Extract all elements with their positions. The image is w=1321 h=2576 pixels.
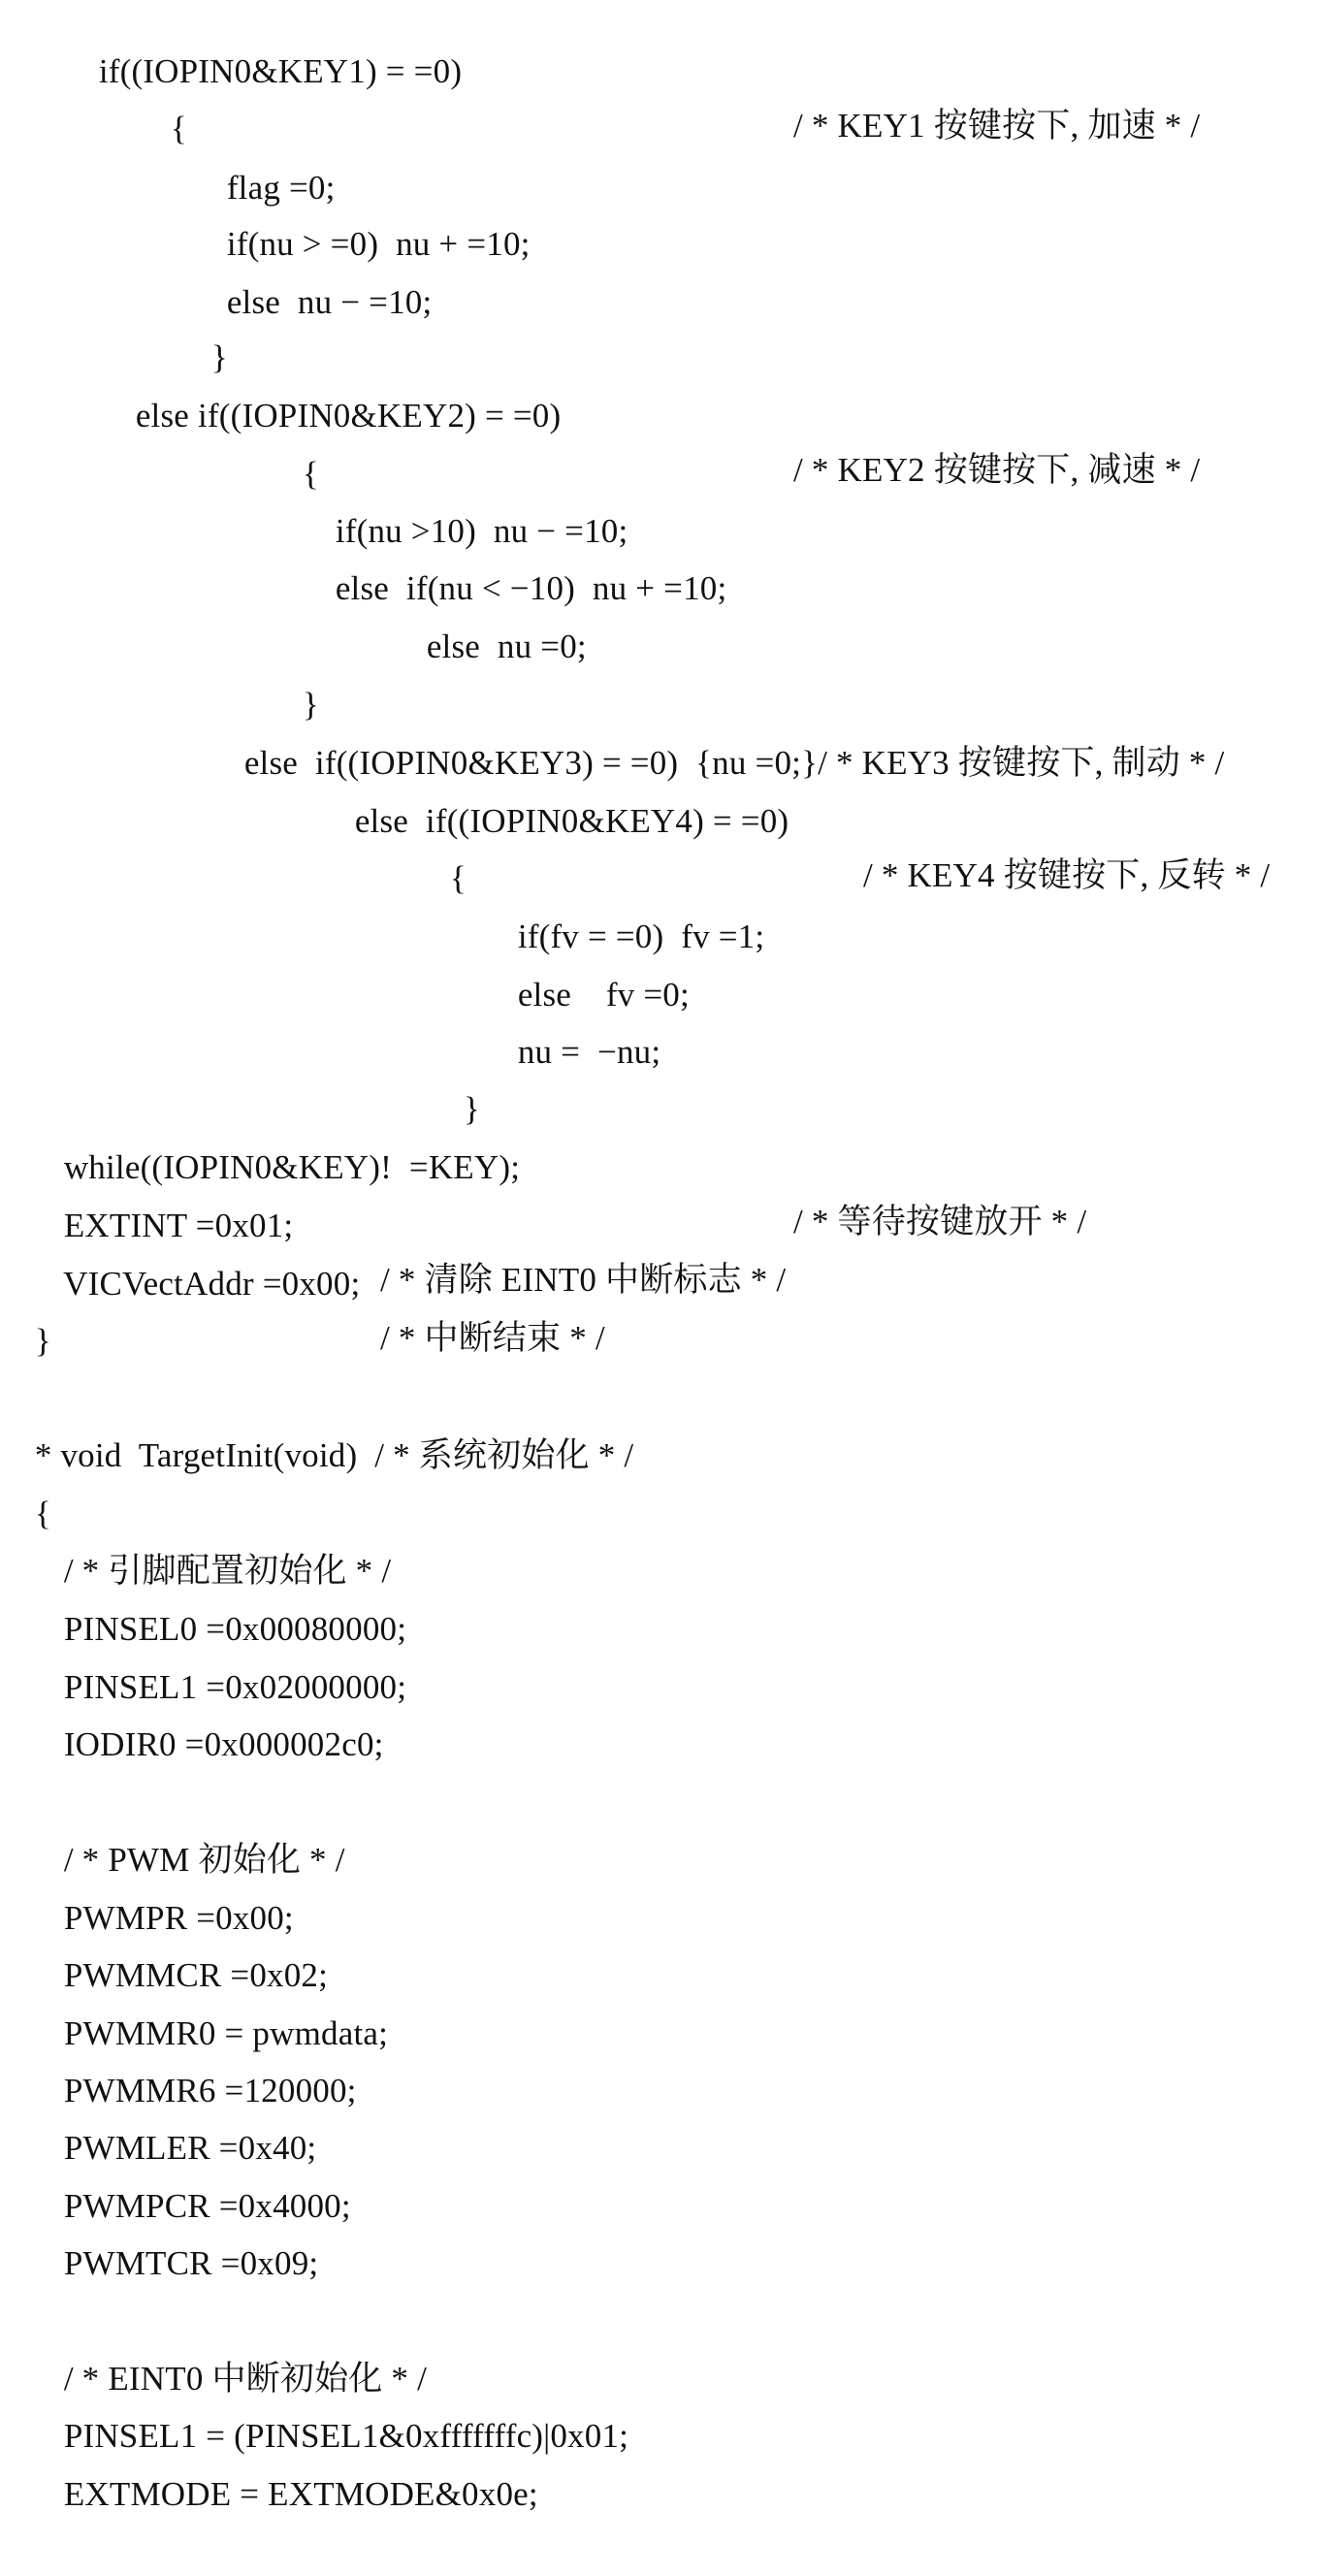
code-line xyxy=(64,0,1201,145)
code-line xyxy=(301,450,628,550)
code-line xyxy=(268,393,319,493)
code-text: PINSEL1 = (PINSEL1&0xfffffffc)|0x01; xyxy=(63,2417,629,2455)
code-line xyxy=(483,855,765,955)
code-comment: / * 中断结束 * / xyxy=(380,1319,605,1357)
code-line xyxy=(29,2067,317,2167)
code-line xyxy=(29,2413,538,2513)
code-line xyxy=(29,1606,407,1706)
code-text: else if(nu < −10) nu + =10; xyxy=(335,569,727,607)
code-text: if(nu > =0) nu + =10; xyxy=(226,225,531,263)
code-line xyxy=(209,682,1225,782)
code-text: else if((IOPIN0&KEY2) = =0) xyxy=(135,397,562,435)
code-text: PWMMCR =0x02; xyxy=(63,1956,329,1994)
code-line xyxy=(136,48,187,147)
code-line xyxy=(192,107,336,207)
code-line xyxy=(192,221,433,321)
code-text: else if((IOPIN0&KEY3) = =0) {nu =0;}/ * KEY3 按键按下, 制动 * / xyxy=(243,744,1225,782)
code-line xyxy=(268,624,319,724)
code-text: EXTMODE = EXTMODE&0x0e; xyxy=(63,2475,538,2513)
code-text: / * 引脚配置初始化 * / xyxy=(63,1552,392,1590)
code-comment: / * KEY1 按键按下, 加速 * / xyxy=(793,107,1201,145)
code-text: PWMPR =0x00; xyxy=(63,1899,294,1937)
code-text: PWMTCR =0x09; xyxy=(63,2244,319,2282)
code-line xyxy=(29,1837,294,1937)
code-text: PWMLER =0x40; xyxy=(63,2129,317,2167)
code-comment: / * KEY2 按键按下, 减速 * / xyxy=(793,451,1201,489)
code-line xyxy=(29,1894,329,1994)
code-text: else if((IOPIN0&KEY4) = =0) xyxy=(354,802,789,840)
code-line xyxy=(29,1952,389,2052)
code-text: PWMMR6 =120000; xyxy=(63,2072,357,2109)
code-line xyxy=(29,1548,407,1648)
code-text: } xyxy=(34,1322,51,1360)
code-text: else fv =0; xyxy=(517,976,690,1014)
code-line xyxy=(29,2298,428,2398)
code-line xyxy=(429,1028,480,1128)
code-line xyxy=(101,335,1201,489)
code-text: { xyxy=(449,859,467,897)
code-line xyxy=(29,1663,384,1763)
code-comment: / * 等待按键放开 * / xyxy=(793,1203,1087,1240)
code-line xyxy=(177,276,228,376)
code-line xyxy=(301,507,727,607)
code-text: { xyxy=(170,110,187,147)
code-text: { xyxy=(34,1495,51,1532)
code-text: } xyxy=(210,338,228,376)
code-line xyxy=(29,2182,319,2282)
code-text: else nu − =10; xyxy=(226,283,433,321)
code-comment: / * KEY4 按键按下, 反转 * / xyxy=(863,856,1271,894)
code-text: / * PWM 初始化 * / xyxy=(63,1841,345,1879)
code-text: PINSEL0 =0x00080000; xyxy=(63,1610,407,1648)
code-line xyxy=(483,971,661,1071)
code-text: / * EINT0 中断初始化 * / xyxy=(63,2360,428,2398)
code-text: { xyxy=(302,455,319,493)
code-line xyxy=(29,2010,357,2109)
code-text: PWMMR0 = pwmdata; xyxy=(63,2014,389,2052)
code-text: EXTINT =0x01; xyxy=(63,1207,294,1244)
code-line xyxy=(483,914,690,1014)
code-text: } xyxy=(463,1090,480,1128)
code-line xyxy=(29,2125,351,2225)
code-line xyxy=(0,1260,51,1360)
code-line xyxy=(29,2355,629,2455)
code-text: } xyxy=(302,686,319,724)
code-text: flag =0; xyxy=(226,169,336,207)
code-text: else nu =0; xyxy=(426,628,587,665)
code-line xyxy=(192,163,531,263)
code-text: PWMPCR =0x4000; xyxy=(63,2187,351,2225)
code-text: while((IOPIN0&KEY)! =KEY); xyxy=(63,1148,521,1186)
code-text: if(fv = =0) fv =1; xyxy=(517,918,765,955)
code-comment: / * 清除 EINT0 中断标志 * / xyxy=(380,1261,787,1299)
code-line xyxy=(392,565,587,665)
code-text: PINSEL1 =0x02000000; xyxy=(63,1668,407,1706)
code-text: if((IOPIN0&KEY1) = =0) xyxy=(98,52,463,90)
code-text: IODIR0 =0x000002c0; xyxy=(63,1725,384,1763)
code-text: nu = −nu; xyxy=(517,1033,661,1071)
code-line xyxy=(29,1490,392,1590)
code-line xyxy=(29,1779,345,1879)
code-line xyxy=(415,797,467,897)
code-line xyxy=(0,1433,51,1532)
code-line xyxy=(0,1374,634,1474)
code-text: if(nu >10) nu − =10; xyxy=(335,512,628,550)
code-text: VICVectAddr =0x00; xyxy=(63,1265,361,1303)
code-text: * void TargetInit(void) / * 系统初始化 * / xyxy=(34,1436,634,1474)
